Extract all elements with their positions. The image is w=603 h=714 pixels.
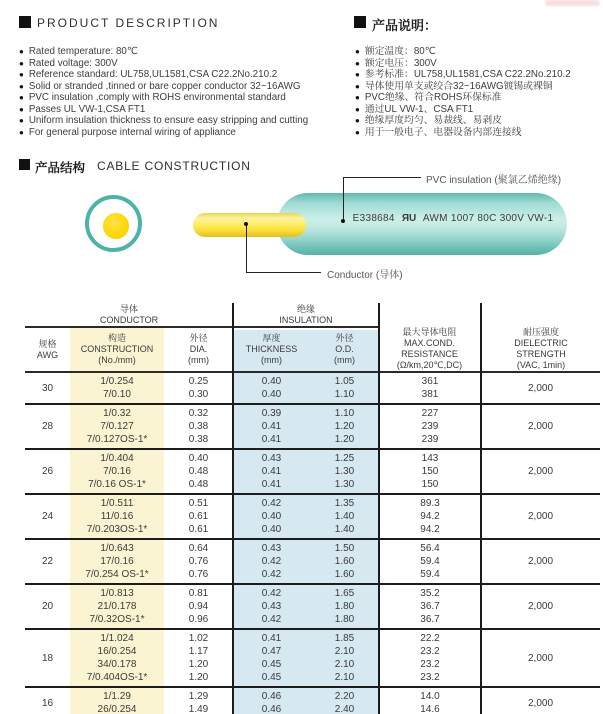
col-header-line: 外径 [189, 333, 208, 343]
col-header-line: (No./mm) [98, 355, 136, 365]
cable-conductor-illustration [193, 213, 306, 237]
resistance-cell-value: 150 [421, 479, 439, 490]
construction-cell-value: 7/0.404OS-1* [86, 672, 148, 683]
resistance-cell-value: 239 [421, 421, 439, 432]
thickness-cell [233, 375, 310, 401]
col-header-line: O.D. [335, 344, 354, 354]
col-header-line: (VAC, 1min) [516, 360, 566, 370]
col-header-line: DIA. [189, 344, 208, 354]
feature-cn-item [355, 81, 571, 93]
thickness-cell-value: 0.41 [261, 633, 282, 644]
od-cell-value: 2.10 [334, 659, 355, 670]
col-header-line: THICKNESS [245, 344, 298, 354]
thickness-cell-value: 0.41 [261, 466, 282, 477]
dia-cell-value: 1.49 [188, 704, 209, 714]
dia-cell-value: 1.02 [188, 633, 209, 644]
bullet-icon: ● [355, 93, 360, 102]
dia-cell-value: 0.64 [188, 543, 209, 554]
table-row-awg-22 [25, 540, 600, 585]
col-header-line: 耐压强度 [522, 327, 559, 337]
construction-cell-value: 17/0.16 [100, 556, 134, 567]
feature-en-text: Solid or stranded ,tinned or bare copper conductor 32~16AWG [28, 80, 301, 92]
construction-cell-value: 1/0.404 [100, 453, 134, 464]
thickness-cell [233, 542, 310, 581]
od-cell-value: 1.80 [334, 601, 355, 612]
col-header-line: STRENGTH [516, 349, 566, 359]
resistance-cell-value: 94.2 [420, 511, 440, 522]
resistance-cell-value: 89.3 [420, 498, 440, 509]
leader-line [343, 177, 344, 221]
bullet-icon: ● [355, 127, 360, 137]
resistance-cell-value: 59.4 [420, 556, 440, 567]
construction-cell-value: 7/0.127OS-1* [86, 434, 148, 445]
construction-cell [70, 497, 164, 536]
od-cell-value: 1.20 [334, 421, 355, 432]
cable-construction-title-en: CABLE CONSTRUCTION [97, 159, 251, 173]
thickness-cell-value: 0.42 [261, 588, 282, 599]
construction-cell-value: 1/0.813 [100, 588, 134, 599]
feature-en-item [19, 58, 308, 70]
col-header-dielectric [482, 327, 600, 371]
thickness-cell-value: 0.41 [261, 421, 282, 432]
product-description-list-en [19, 46, 308, 138]
feature-cn-item [355, 127, 571, 139]
feature-cn-text: 绝缘厚度均匀、易裁线、易剥皮 [364, 115, 502, 126]
dia-cell [164, 497, 233, 536]
conductor-group-en: CONDUCTOR [99, 315, 159, 325]
od-cell [310, 452, 379, 491]
resistance-cell-value: 23.2 [420, 646, 440, 657]
dia-cell-value: 0.94 [188, 601, 209, 612]
awg-cell: 30 [41, 382, 54, 394]
od-cell-value: 1.30 [334, 479, 355, 490]
construction-cell-value: 26/0.254 [97, 704, 137, 714]
feature-cn-text: 通过UL VW-1、CSA FT1 [364, 103, 474, 115]
table-divider [232, 303, 234, 714]
col-header-dia [164, 328, 233, 371]
construction-cell [70, 542, 164, 581]
construction-cell [70, 452, 164, 491]
bullet-icon: ● [19, 58, 24, 68]
feature-en-item [19, 92, 308, 104]
construction-cell-value: 7/0.254 OS-1* [85, 569, 149, 580]
dielectric-cell: 2,000 [527, 556, 554, 567]
dia-cell-value: 0.32 [188, 408, 209, 419]
conductor-label: Conductor (导体) [327, 270, 403, 281]
col-header-line: MAX.COND. [403, 338, 455, 348]
thickness-cell [233, 632, 310, 684]
col-header-line: (mm) [334, 355, 355, 365]
resistance-cell-value: 59.4 [420, 569, 440, 580]
thickness-cell-value: 0.43 [261, 453, 282, 464]
jacket-cert-number: E338684 [352, 213, 395, 224]
thickness-cell-value: 0.39 [261, 408, 282, 419]
col-header-line: (Ω/km,20℃,DC) [396, 360, 463, 370]
dia-cell-value: 1.20 [188, 672, 209, 683]
dia-cell [164, 375, 233, 401]
col-header-thickness [233, 328, 310, 371]
col-header-construction [70, 328, 164, 371]
bullet-icon: ● [19, 47, 24, 56]
resistance-cell-value: 23.2 [420, 659, 440, 670]
feature-cn-item [355, 69, 571, 81]
bullet-icon: ● [19, 104, 24, 114]
product-description-title: PRODUCT DESCRIPTION [37, 16, 220, 30]
feature-cn-text: PVC绝缘、符合ROHS环保标准 [364, 92, 502, 103]
construction-cell-value: 7/0.127 [100, 421, 134, 432]
od-cell-value: 2.20 [334, 691, 355, 702]
awg-cell: 22 [41, 556, 54, 567]
construction-cell-value: 7/0.10 [103, 389, 131, 400]
od-cell-value: 2.40 [334, 704, 355, 714]
table-row-awg-30 [25, 373, 600, 405]
dia-cell-value: 0.81 [188, 588, 209, 599]
col-header-line: 最大导体电阻 [402, 327, 457, 337]
construction-cell-value: 7/0.16 [103, 466, 131, 477]
dia-cell-value: 0.96 [188, 614, 209, 625]
dia-cell [164, 587, 233, 626]
construction-cell [70, 407, 164, 446]
feature-en-text: Rated temperature: 80℃ [28, 46, 138, 57]
table-row-awg-18 [25, 630, 600, 688]
conductor-group-header [25, 304, 233, 326]
thickness-cell-value: 0.45 [261, 659, 282, 670]
table-row-awg-20 [25, 585, 600, 630]
dia-cell-value: 0.38 [188, 434, 209, 445]
table-row-awg-28 [25, 405, 600, 450]
bullet-icon: ● [19, 127, 24, 137]
feature-en-text: Uniform insulation thickness to ensure easy stripping and cutting [28, 115, 309, 126]
od-cell [310, 632, 379, 684]
dielectric-cell: 2,000 [527, 652, 554, 664]
dielectric-cell: 2,000 [527, 421, 554, 432]
od-cell [310, 690, 379, 714]
table-row-awg-24 [25, 495, 600, 540]
product-description-list-cn [355, 46, 571, 138]
awg-cell: 26 [41, 466, 54, 477]
bullet-icon: ● [355, 58, 360, 68]
thickness-cell-value: 0.42 [261, 498, 282, 509]
dia-cell-value: 1.17 [188, 646, 209, 657]
od-cell-value: 1.80 [334, 614, 355, 625]
col-header-line: (mm) [261, 355, 282, 365]
resistance-cell [379, 452, 481, 491]
od-cell-value: 1.60 [334, 556, 355, 567]
od-cell [310, 497, 379, 536]
od-cell-value: 1.60 [334, 569, 355, 580]
feature-en-item [19, 115, 308, 127]
od-cell-value: 1.30 [334, 466, 355, 477]
awg-cell: 20 [41, 601, 54, 612]
construction-cell-value: 16/0.254 [97, 646, 137, 657]
dielectric-cell: 2,000 [527, 697, 554, 709]
feature-cn-item [355, 115, 571, 127]
col-header-line: AWG [36, 349, 59, 360]
resistance-cell [379, 690, 481, 714]
thickness-cell [233, 587, 310, 626]
dia-cell-value: 1.29 [188, 691, 209, 702]
resistance-cell-value: 150 [421, 466, 439, 477]
thickness-cell-value: 0.40 [261, 524, 282, 535]
od-cell-value: 1.10 [334, 389, 355, 400]
col-header-line: 外径 [335, 333, 354, 343]
construction-cell-value: 11/0.16 [100, 511, 134, 522]
thickness-cell-value: 0.42 [261, 614, 282, 625]
resistance-cell-value: 23.2 [420, 672, 440, 683]
resistance-cell-value: 227 [421, 408, 439, 419]
od-cell [310, 407, 379, 446]
col-header-line: (mm) [188, 355, 209, 365]
construction-cell [70, 375, 164, 401]
od-cell [310, 375, 379, 401]
pvc-insulation-label: PVC insulation (聚氯乙烯绝缘) [426, 175, 562, 186]
od-cell-value: 1.40 [334, 511, 355, 522]
thickness-cell [233, 407, 310, 446]
feature-cn-item [355, 104, 571, 116]
bullet-icon: ● [355, 70, 360, 79]
feature-en-item [19, 81, 308, 93]
cable-construction-title-cn: 产品结构 [35, 161, 86, 175]
od-cell-value: 2.10 [334, 672, 355, 683]
cropped-logo-fragment [545, 0, 600, 6]
feature-en-text: Rated voltage: 300V [28, 57, 118, 69]
dielectric-cell: 2,000 [527, 466, 554, 477]
spec-table-body [25, 373, 600, 714]
od-cell-value: 1.65 [334, 588, 355, 599]
feature-en-text: Passes UL VW-1,CSA FT1 [28, 103, 146, 115]
thickness-cell-value: 0.40 [261, 389, 282, 400]
bullet-icon: ● [355, 81, 360, 91]
od-cell-value: 1.10 [334, 408, 355, 419]
resistance-cell-value: 361 [421, 376, 439, 387]
resistance-cell-value: 36.7 [420, 614, 440, 625]
construction-cell-value: 1/0.511 [100, 498, 134, 509]
construction-cell-value: 1/0.254 [100, 376, 134, 387]
thickness-cell [233, 452, 310, 491]
od-cell [310, 542, 379, 581]
resistance-cell-value: 239 [421, 434, 439, 445]
construction-cell-value: 7/0.16 OS-1* [88, 479, 146, 490]
resistance-cell [379, 497, 481, 536]
awg-cell: 18 [41, 652, 54, 664]
col-header-resistance [379, 327, 480, 371]
resistance-cell [379, 407, 481, 446]
resistance-cell [379, 542, 481, 581]
thickness-cell-value: 0.45 [261, 672, 282, 683]
dia-cell [164, 407, 233, 446]
feature-cn-text: 参考标准：UL758,UL1581,CSA C22.2No.210.2 [364, 69, 571, 80]
col-header-awg [25, 328, 70, 371]
bullet-icon: ● [19, 93, 24, 102]
thickness-cell-value: 0.47 [261, 646, 282, 657]
od-cell-value: 1.25 [334, 453, 355, 464]
leader-dot [341, 219, 345, 223]
construction-cell-value: 21/0.178 [97, 601, 137, 612]
feature-en-text: For general purpose internal wiring of appliance [28, 126, 236, 138]
table-divider [480, 303, 482, 714]
feature-en-text: PVC insulation ,comply with ROHS environmental standard [28, 92, 286, 103]
conductor-group-cn: 导体 [119, 304, 138, 314]
bullet-icon: ● [19, 70, 24, 79]
bullet-icon: ● [355, 47, 360, 56]
resistance-cell-value: 381 [421, 389, 439, 400]
resistance-cell-value: 22.2 [420, 633, 440, 644]
od-cell-value: 1.50 [334, 543, 355, 554]
construction-cell-value: 1/0.643 [100, 543, 134, 554]
od-cell-value: 1.40 [334, 524, 355, 535]
thickness-cell [233, 690, 310, 714]
resistance-cell-value: 14.0 [420, 691, 440, 702]
dia-cell-value: 0.76 [188, 569, 209, 580]
col-header-od [310, 328, 379, 371]
bullet-icon: ● [355, 104, 360, 114]
table-row-awg-26 [25, 450, 600, 495]
feature-cn-text: 额定电压：300V [364, 57, 437, 69]
resistance-cell [379, 587, 481, 626]
construction-cell [70, 632, 164, 684]
col-header-line: RESISTANCE [401, 349, 458, 359]
section-square-icon [354, 16, 366, 28]
thickness-cell-value: 0.46 [261, 691, 282, 702]
od-cell [310, 587, 379, 626]
insulation-group-header [233, 304, 379, 326]
construction-cell-value: 7/0.203OS-1* [86, 524, 148, 535]
cable-jacket-illustration [277, 193, 567, 255]
dia-cell-value: 0.61 [188, 524, 209, 535]
col-header-line: DIELECTRIC [514, 338, 568, 348]
feature-en-item [19, 46, 308, 58]
construction-cell [70, 690, 164, 714]
dia-cell-value: 0.51 [188, 498, 209, 509]
thickness-cell-value: 0.43 [261, 543, 282, 554]
feature-en-item [19, 127, 308, 139]
od-cell-value: 1.05 [334, 376, 355, 387]
thickness-cell-value: 0.41 [261, 434, 282, 445]
section-square-icon [19, 159, 30, 170]
dia-cell-value: 0.25 [188, 376, 209, 387]
feature-cn-text: 额定温度：80℃ [364, 46, 436, 57]
awg-cell: 24 [41, 511, 54, 522]
construction-cell-value: 1/0.32 [103, 408, 131, 419]
resistance-cell [379, 375, 481, 401]
dia-cell-value: 0.76 [188, 556, 209, 567]
dia-cell-value: 0.40 [188, 453, 209, 464]
construction-cell [70, 587, 164, 626]
ul-recognized-mark-icon: ЯU [401, 213, 417, 224]
awg-cell: 28 [41, 421, 54, 432]
feature-cn-item [355, 46, 571, 58]
thickness-cell-value: 0.40 [261, 511, 282, 522]
group-header-rule [25, 326, 379, 328]
thickness-cell-value: 0.41 [261, 479, 282, 490]
dia-cell-value: 0.48 [188, 479, 209, 490]
dia-cell-value: 1.20 [188, 659, 209, 670]
feature-en-item [19, 69, 308, 81]
header-rule [25, 371, 600, 373]
insulation-group-cn: 绝缘 [296, 304, 315, 314]
thickness-cell-value: 0.42 [261, 556, 282, 567]
dia-cell [164, 542, 233, 581]
dielectric-cell: 2,000 [527, 511, 554, 522]
od-cell-value: 1.35 [334, 498, 355, 509]
table-divider [378, 303, 380, 714]
thickness-cell-value: 0.42 [261, 569, 282, 580]
od-cell-value: 1.85 [334, 633, 355, 644]
construction-cell-value: 34/0.178 [97, 659, 137, 670]
leader-line [246, 272, 321, 273]
specification-table [25, 303, 600, 714]
col-header-line: CONSTRUCTION [80, 344, 154, 354]
feature-cn-text: 用于一般电子、电器设备内部连接线 [364, 126, 522, 138]
insulation-group-en: INSULATION [279, 315, 333, 325]
feature-cn-item [355, 58, 571, 70]
feature-en-text: Reference standard: UL758,UL1581,CSA C22.2No.210.2 [28, 69, 278, 80]
resistance-cell-value: 94.2 [420, 524, 440, 535]
thickness-cell-value: 0.43 [261, 601, 282, 612]
construction-cell-value: 7/0.32OS-1* [89, 614, 145, 625]
dia-cell-value: 0.30 [188, 389, 209, 400]
resistance-cell-value: 36.7 [420, 601, 440, 612]
feature-cn-text: 导体使用单支或绞合32~16AWG镀锡或裸铜 [364, 80, 553, 92]
resistance-cell-value: 143 [421, 453, 439, 464]
thickness-cell-value: 0.40 [261, 376, 282, 387]
table-row-awg-16 [25, 688, 600, 714]
leader-line [246, 224, 247, 272]
dia-cell-value: 0.38 [188, 421, 209, 432]
dielectric-cell: 2,000 [527, 382, 554, 394]
col-header-line: 规格 [38, 338, 57, 349]
bullet-icon: ● [19, 81, 24, 91]
jacket-spec-text: AWM 1007 80C 300V VW-1 [422, 213, 554, 224]
thickness-cell [233, 497, 310, 536]
resistance-cell-value: 35.2 [420, 588, 440, 599]
dia-cell [164, 452, 233, 491]
construction-cell-value: 1/1.29 [103, 691, 131, 702]
feature-cn-item [355, 92, 571, 104]
leader-dot [244, 222, 248, 226]
section-square-icon [19, 16, 31, 28]
bullet-icon: ● [355, 116, 360, 125]
construction-cell-value: 1/1.024 [100, 633, 134, 644]
thickness-cell-value: 0.46 [261, 704, 282, 714]
col-header-line: 厚度 [262, 333, 281, 343]
awg-cell: 16 [41, 697, 54, 709]
bullet-icon: ● [19, 116, 24, 125]
od-cell-value: 1.20 [334, 434, 355, 445]
od-cell-value: 2.10 [334, 646, 355, 657]
dielectric-cell: 2,000 [527, 601, 554, 612]
col-header-line: 构造 [107, 333, 126, 343]
cable-cross-section-diagram [85, 195, 142, 252]
dia-cell [164, 632, 233, 684]
resistance-cell [379, 632, 481, 684]
cross-section-conductor-core [103, 213, 129, 239]
dia-cell [164, 690, 233, 714]
feature-en-item [19, 104, 308, 116]
dia-cell-value: 0.61 [188, 511, 209, 522]
resistance-cell-value: 56.4 [420, 543, 440, 554]
jacket-marking-text [347, 213, 559, 224]
product-description-title-cn: 产品说明： [372, 18, 438, 33]
leader-line [343, 177, 421, 178]
dia-cell-value: 0.48 [188, 466, 209, 477]
resistance-cell-value: 14.6 [420, 704, 440, 714]
